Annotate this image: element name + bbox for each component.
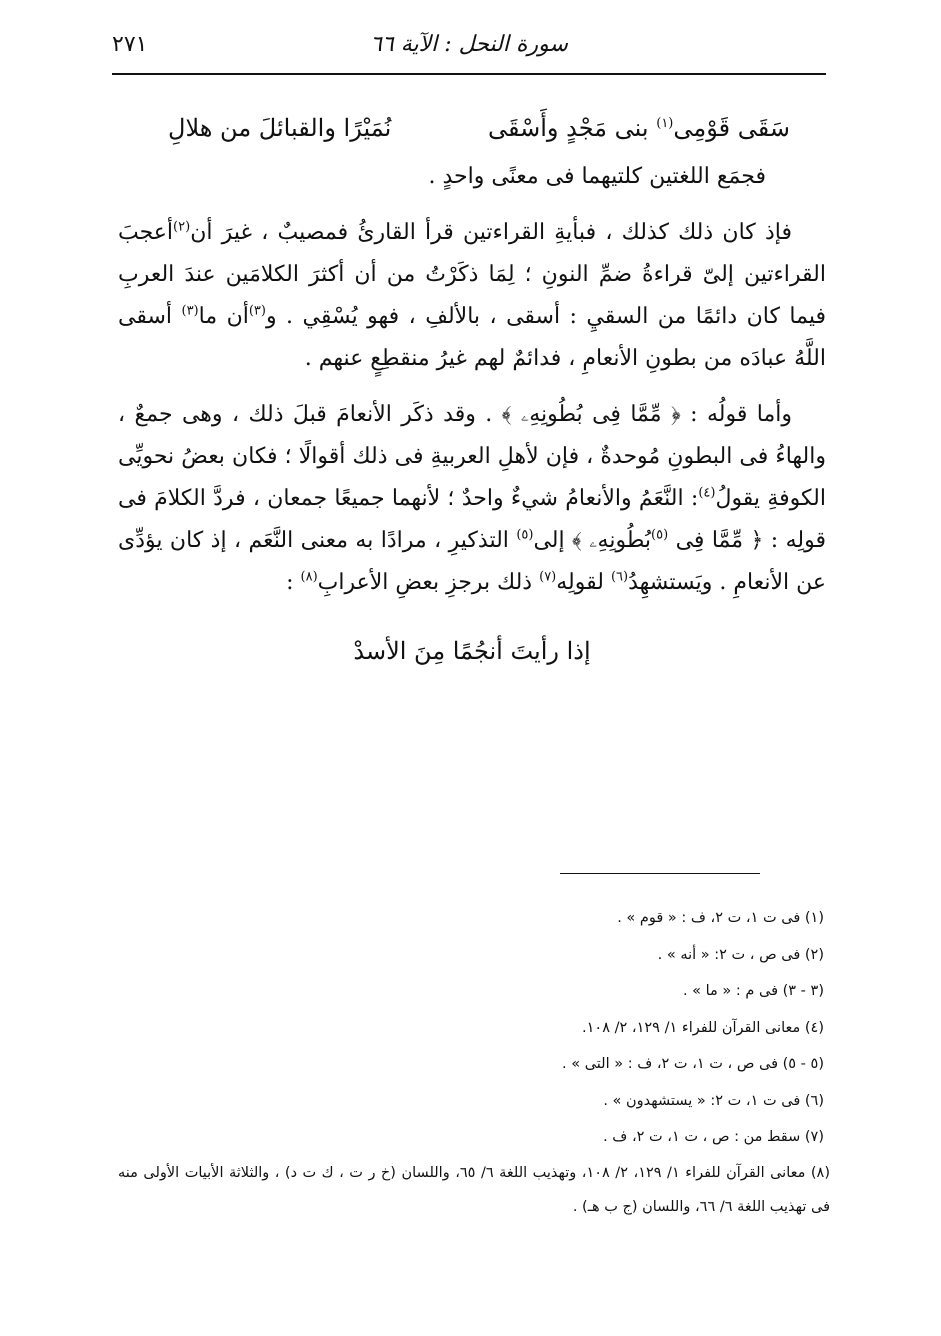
- footnote: (٣ - ٣) فى م : « ما » .: [682, 983, 824, 999]
- footnote: (٢) فى ص ، ت ٢: « أنه » .: [657, 946, 824, 963]
- footnote: (٤) معانى القرآن للفراء ١/ ١٢٩، ٢/ ١٠٨.: [582, 1019, 824, 1036]
- verse-first-hemistich: سَقَى قَوْمِى$^{(١)}$ بنى مَجْدٍ وأَسْقَى: [487, 114, 790, 142]
- footnote-ref: (٥): [651, 527, 669, 543]
- rajaz-verse: إذا رأيتَ أنجُمًا مِنَ الأسدْ: [353, 637, 591, 665]
- header-divider: [112, 73, 826, 75]
- footnote-ref: (١): [656, 116, 674, 131]
- page-number: ٢٧١: [112, 32, 148, 57]
- verse-second-hemistich: نُمَيْرًا والقبائلَ من هلالِ: [168, 114, 392, 142]
- paragraph: فإذ كان ذلك كذلك ، فبأيةِ القراءتين قرأ القارئُ فمصيبٌ ، غيرَ أن$^{(٢)}$أعجبَ القراءتين إلىّ قراءةُ ضمِّ النونِ ؛ لِمَا ذكَرْتُ من أن أكثرَ الكلامَين عندَ العربِ فيما كان دائمًا من السقيِ : أسقى ، بالألفِ ، فهو يُسْقِي . و$^{(٣)}$أن ما$^{(٣)}$ أسقى اللَّهُ عبادَه من بطونِ الأنعامِ ، فدائمٌ لهم غيرُ منقطِعٍ عنهم .: [118, 219, 827, 371]
- footnote-divider: [560, 873, 760, 874]
- footnote-ref: (٥): [516, 527, 534, 543]
- footnote-ref: (٤): [698, 485, 716, 501]
- poetry-verse: [118, 100, 826, 156]
- footnotes: [118, 900, 830, 1224]
- footnote-ref: (٦): [610, 569, 629, 585]
- main-text: [118, 100, 826, 672]
- footnote: (٨) معانى القرآن للفراء ١/ ١٢٩، ٢/ ١٠٨، وتهذيب اللغة ٦/ ٦٥، واللسان (خ ر ت ، ك ت د) ، والثلاثة الأبيات الأولى منه فى تهذيب اللغة ٦/ ٦٦، واللسان (ج ب هـ) .: [118, 1164, 831, 1215]
- footnote: (٧) سقط من : ص ، ت ١، ت ٢، ف .: [603, 1129, 824, 1145]
- footnote-ref: (٢): [173, 219, 191, 235]
- footnote-ref: (٣): [181, 303, 199, 319]
- footnote-ref: (٨): [300, 569, 318, 585]
- footnote: (١) فى ت ١، ت ٢، ف : « قوم » .: [617, 910, 824, 926]
- footnote-ref: (٧): [539, 569, 557, 585]
- footnote-ref: (٣): [248, 303, 266, 319]
- running-title: سورة النحل : الآية ٦٦: [370, 32, 568, 57]
- paragraph: وأما قولُه : ﴿ مِّمَّا فِى بُطُونِهِۦ ﴾ . وقد ذكَر الأنعامَ قبلَ ذلك ، وهى جمعٌ ، والهاءُ فى البطونِ مُوحدةٌ ، فإن لأهلِ العربيةِ فى ذلك أقوالًا ؛ فكان بعضُ نحويِّى الكوفةِ يقولُ$^{(٤)}$: النَّعَمُ والأنعامُ شيءٌ واحدٌ ؛ لأنهما جميعًا جمعان ، فردَّ الكلامَ فى قولِه : ﴿ مِّمَّا فِى $^{(٥)}$بُطُونِهِۦ ﴾ إلى$^{(٥)}$ التذكيرِ ، مرادًا به معنى النَّعَم ، إذ كان يؤدِّى عن الأنعامِ . ويَستشهِدُ$^{(٦)}$ لقولِه$^{(٧)}$ ذلك برجزِ بعضِ الأعرابِ$^{(٨)}$ :: [118, 402, 826, 595]
- footnote: (٦) فى ت ١، ت ٢: « يستشهدون » .: [603, 1092, 824, 1109]
- paragraph: فجمَع اللغتين كلتيهما فى معنًى واحدٍ .: [428, 164, 766, 189]
- page-header: [112, 28, 826, 68]
- footnote: (٥ - ٥) فى ص ، ت ١، ت ٢، ف : « التى » .: [562, 1056, 824, 1072]
